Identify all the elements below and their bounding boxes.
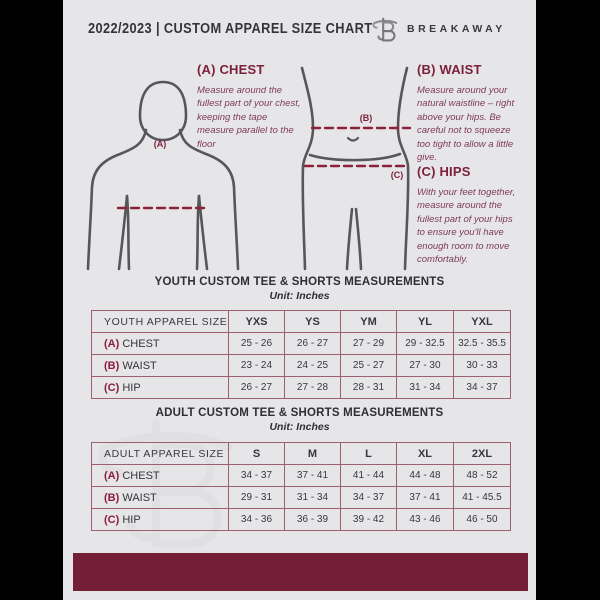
youth-waist-row-label: (B) WAIST [92, 355, 229, 377]
size-header: YXL [454, 311, 511, 333]
size-header: L [341, 443, 397, 465]
cell: 25 - 27 [341, 355, 397, 377]
cell: 27 - 29 [341, 333, 397, 355]
size-header: YM [341, 311, 397, 333]
table-row [92, 377, 511, 399]
cell: 48 - 52 [454, 465, 511, 487]
cell: 41 - 45.5 [454, 487, 511, 509]
youth-size-table [91, 310, 511, 399]
cell: 26 - 27 [285, 333, 341, 355]
cell: 27 - 30 [397, 355, 454, 377]
cell: 27 - 28 [285, 377, 341, 399]
cell: 43 - 46 [397, 509, 454, 531]
cell: 31 - 34 [397, 377, 454, 399]
cell: 25 - 26 [229, 333, 285, 355]
cell: 41 - 44 [341, 465, 397, 487]
youth-chest-row-label: (A) CHEST [92, 333, 229, 355]
waist-description: Measure around your natural waistline – right above your hips. Be careful not to squeeze too tight to allow a little give. [417, 85, 515, 164]
cell: 23 - 24 [229, 355, 285, 377]
measurement-diagram-area [63, 0, 536, 290]
cell: 46 - 50 [454, 509, 511, 531]
cell: 26 - 27 [229, 377, 285, 399]
chest-heading: (A) CHEST [197, 62, 265, 77]
footer-bar [73, 553, 528, 591]
adult-table-unit: Unit: Inches [269, 421, 330, 433]
adult-table-title: ADULT CUSTOM TEE & SHORTS MEASUREMENTS [155, 407, 444, 419]
cell: 31 - 34 [285, 487, 341, 509]
cell: 32.5 - 35.5 [454, 333, 511, 355]
size-header: M [285, 443, 341, 465]
adult-hip-row-label: (C) HIP [92, 509, 229, 531]
size-header: YXS [229, 311, 285, 333]
waist-marker-label: (B) [359, 113, 373, 123]
cell: 37 - 41 [285, 465, 341, 487]
cell: 24 - 25 [285, 355, 341, 377]
cell: 44 - 48 [397, 465, 454, 487]
adult-waist-row-label: (B) WAIST [92, 487, 229, 509]
youth-size-col-header: YOUTH APPAREL SIZE [92, 311, 229, 333]
hips-heading: (C) HIPS [417, 164, 471, 179]
size-header: YL [397, 311, 454, 333]
table-row [92, 333, 511, 355]
adult-size-table [91, 442, 511, 531]
table-row [92, 355, 511, 377]
cell: 34 - 37 [341, 487, 397, 509]
youth-table-title: YOUTH CUSTOM TEE & SHORTS MEASUREMENTS [154, 276, 445, 288]
cell: 37 - 41 [397, 487, 454, 509]
cell: 36 - 39 [285, 509, 341, 531]
adult-header-row [92, 443, 511, 465]
size-header: 2XL [454, 443, 511, 465]
youth-header-row [92, 311, 511, 333]
youth-table-unit: Unit: Inches [269, 290, 330, 302]
cell: 30 - 33 [454, 355, 511, 377]
cell: 34 - 37 [229, 465, 285, 487]
chest-description: Measure around the fullest part of your chest, keeping the tape measure parallel to the floor [197, 85, 301, 150]
cell: 34 - 37 [454, 377, 511, 399]
adult-chest-row-label: (A) CHEST [92, 465, 229, 487]
hips-description: With your feet together, measure around the fullest part of your hips to ensure you'll have enough room to move comfortably. [417, 187, 516, 266]
size-chart-document [63, 0, 536, 600]
brand-name: BREAKAWAY [407, 23, 506, 35]
size-header: YS [285, 311, 341, 333]
cell: 34 - 36 [229, 509, 285, 531]
page-title: 2022/2023 | CUSTOM APPAREL SIZE CHART [88, 20, 373, 37]
youth-hip-row-label: (C) HIP [92, 377, 229, 399]
cell: 29 - 31 [229, 487, 285, 509]
cell: 29 - 32.5 [397, 333, 454, 355]
cell: 28 - 31 [341, 377, 397, 399]
cell: 39 - 42 [341, 509, 397, 531]
right-letterbox-bar [537, 0, 600, 600]
left-letterbox-bar [0, 0, 63, 600]
size-header: S [229, 443, 285, 465]
table-row [92, 487, 511, 509]
waist-heading: (B) WAIST [417, 62, 482, 77]
size-header: XL [397, 443, 454, 465]
adult-size-col-header: ADULT APPAREL SIZE [92, 443, 229, 465]
table-row [92, 509, 511, 531]
table-row [92, 465, 511, 487]
chest-marker-label: (A) [153, 139, 167, 149]
hips-marker-label: (C) [390, 170, 404, 180]
